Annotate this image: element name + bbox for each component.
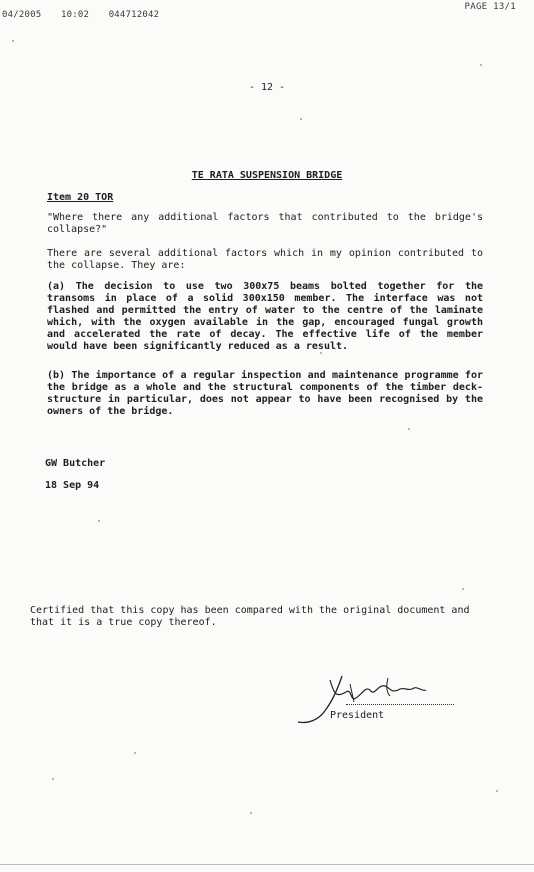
fax-header <box>2 10 173 20</box>
fax-date: 04/2005 <box>2 10 42 20</box>
page-number: - 12 - <box>248 82 286 93</box>
fax-time: 10:02 <box>60 10 90 20</box>
fax-page-label: PAGE 13/1 <box>464 2 516 12</box>
scan-speck <box>300 118 302 120</box>
fax-number: 044712042 <box>108 10 160 20</box>
scan-speck <box>250 812 252 814</box>
signature-line <box>346 704 454 705</box>
scan-speck <box>134 752 136 754</box>
author-date: 18 Sep 94 <box>45 480 100 491</box>
factor-b-paragraph: (b) The importance of a regular inspection and maintenance programme for the bridge as a whole and the structural components of the timber deck-structure in particular, does not appear to have been recognised by the owners of the bridge. <box>47 370 483 417</box>
signatory-role: President <box>330 710 385 721</box>
certification-statement: Certified that this copy has been compared with the original document and that it is a true copy thereof. <box>30 605 470 628</box>
scan-speck <box>408 428 410 430</box>
scan-speck <box>462 588 464 590</box>
item-heading: Item 20 TOR <box>47 192 114 203</box>
page-bottom-edge <box>0 864 534 865</box>
intro-paragraph: There are several additional factors which in my opinion contributed to the collapse. They are: <box>47 248 483 271</box>
scan-speck <box>480 64 482 66</box>
factor-a-paragraph: (a) The decision to use two 300x75 beams bolted together for the transoms in place of a solid 300x150 member. The interface was not flashed and permitted the entry of water to the centre of the laminate which, with the oxygen available in the gap, encouraged fungal growth and accelerated the rate of decay. The effective life of the member would have been significantly reduced as a result. <box>47 281 483 352</box>
document-title: TE RATA SUSPENSION BRIDGE <box>191 170 343 181</box>
scan-speck <box>98 520 100 522</box>
signature-graphic <box>290 668 460 738</box>
question-paragraph: "Where there any additional factors that contributed to the bridge's collapse?" <box>47 212 483 235</box>
scan-speck <box>496 790 498 792</box>
handwritten-signature <box>290 668 460 738</box>
scan-speck <box>320 352 322 354</box>
scan-speck <box>52 778 54 780</box>
scan-speck <box>12 40 14 42</box>
author-name: GW Butcher <box>45 458 106 469</box>
